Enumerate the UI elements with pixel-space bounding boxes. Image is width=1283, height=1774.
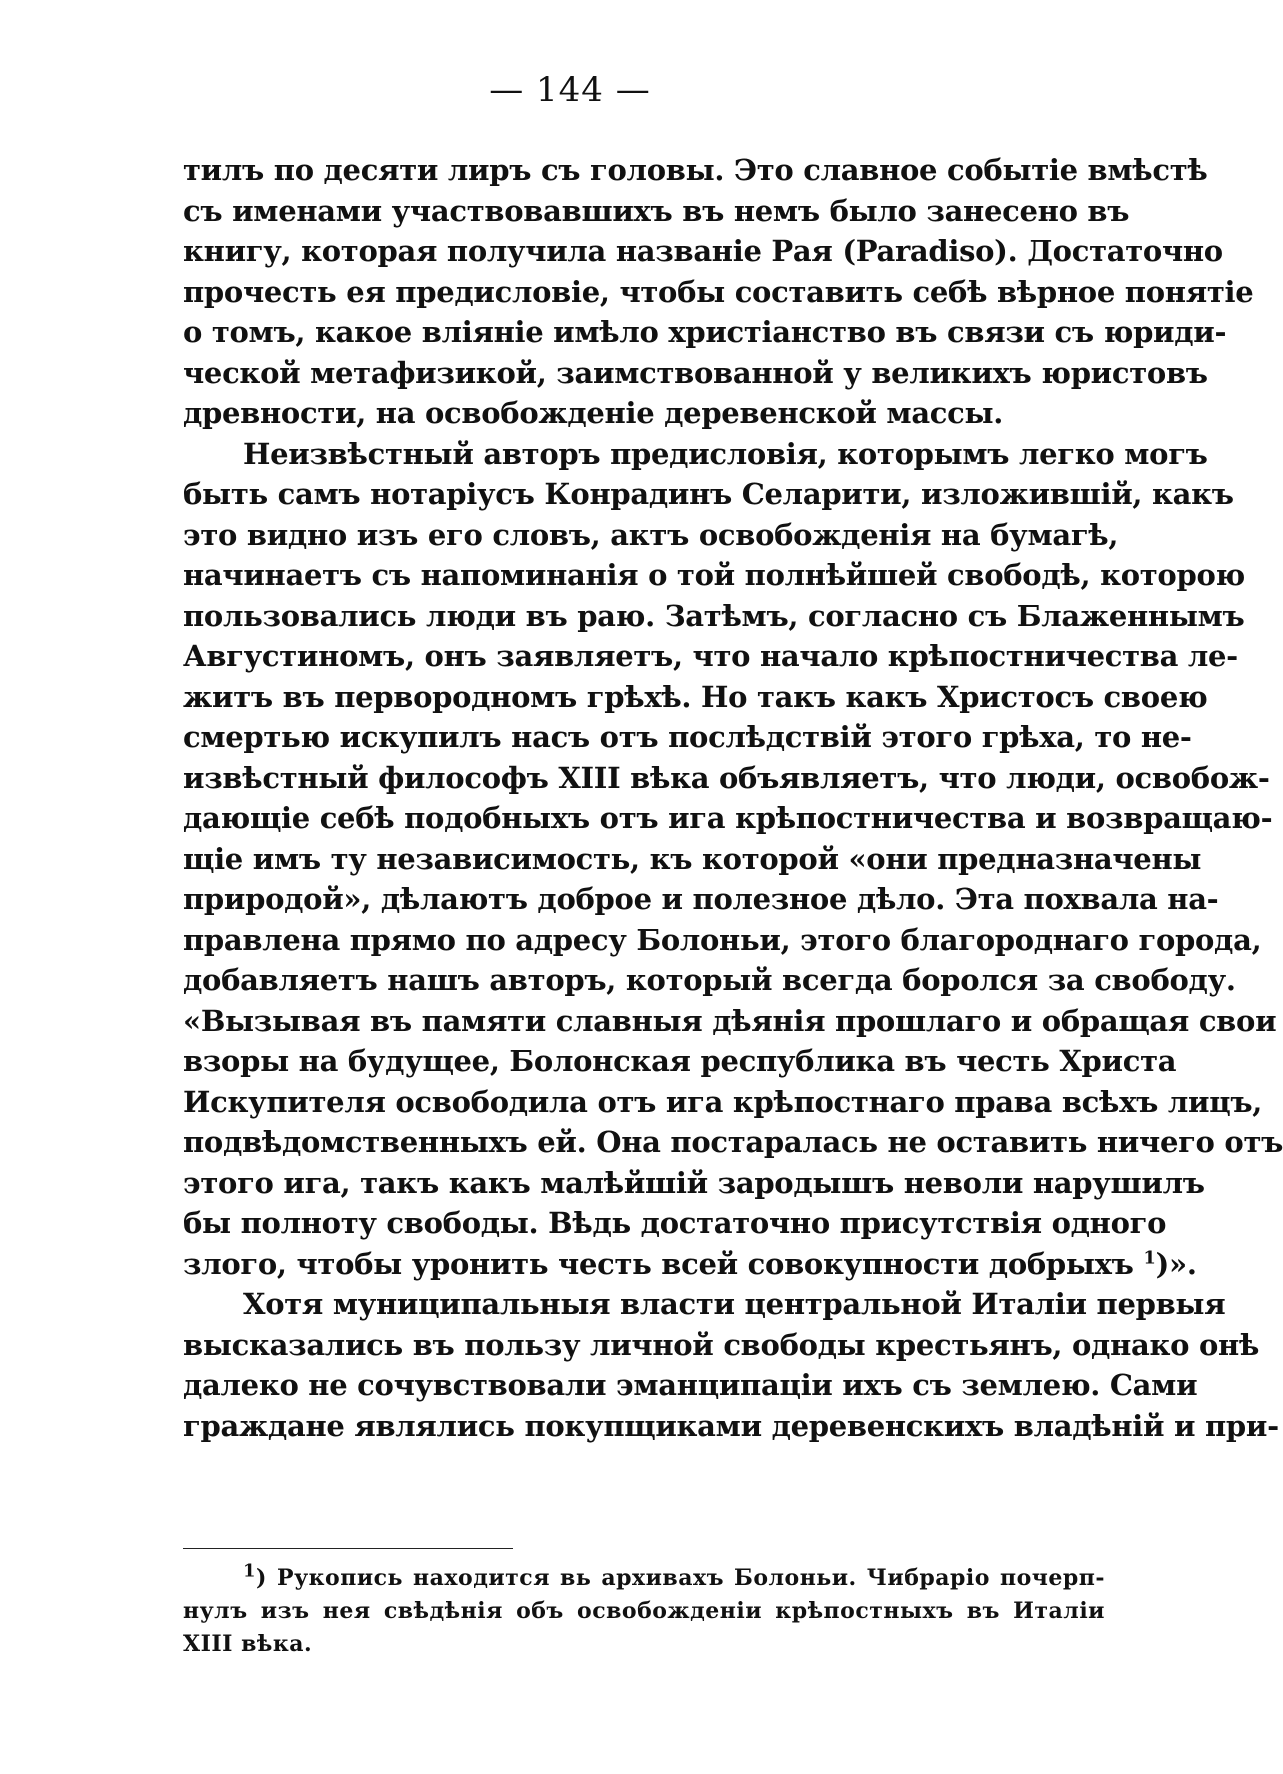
text-line: прочесть ея предисловіе, чтобы составить себѣ вѣрное понятіе (183, 274, 1254, 309)
page-number: — 144 — (489, 70, 651, 110)
text-line: книгу, которая получила названіе Рая (Paradiso). Достаточно (183, 234, 1223, 268)
text-line: житъ въ первородномъ грѣхѣ. Но такъ какъ Христосъ своею (183, 679, 1208, 714)
text-line: этого ига, такъ какъ малѣйшій зародышъ неволи нарушилъ (183, 1165, 1205, 1200)
text-line: Августиномъ, онъ заявляетъ, что начало крѣпостничества ле- (183, 639, 1238, 673)
text-line: о томъ, какое вліяніе имѣло христіанство въ связи съ юриди- (183, 315, 1227, 349)
text-line: смертью искупилъ насъ отъ послѣдствій этого грѣха, то не- (183, 720, 1192, 754)
footnotes (183, 1562, 1105, 1661)
text-line: ческой метафизикой, заимствованной у великихъ юристовъ (183, 355, 1208, 390)
text-line: «Вызывая въ памяти славныя дѣянія прошлаго и обращая свои (183, 1003, 1277, 1038)
footnote-text: ) Рукопись находится вь архивахъ Болоньи. Чибраріо почерп- (256, 1565, 1105, 1591)
footnote-line: нулъ изъ нея свѣдѣнія объ освобожденіи крѣпостныхъ въ Италіи (183, 1598, 1105, 1624)
text-line: Неизвѣстный авторъ предисловія, которымъ легко могъ (243, 436, 1208, 471)
text-line-tail: )». (1155, 1246, 1197, 1281)
text-line: Хотя муниципальныя власти центральной Италіи первыя (243, 1287, 1226, 1321)
text-line: это видно изъ его словъ, актъ освобожденія на бумагѣ, (183, 517, 1119, 552)
body-text (183, 150, 1283, 1446)
text-line: природой», дѣлаютъ доброе и полезное дѣло. Эта похвала на- (183, 882, 1219, 916)
text-line-main: злого, чтобы уронить честь всей совокупности добрыхъ (183, 1246, 1134, 1281)
text-line: правлена прямо по адресу Болоньи, этого благороднаго города, (183, 922, 1262, 957)
text-line: Искупителя освободила отъ ига крѣпостнаго права всѣхъ лицъ, (183, 1084, 1263, 1119)
text-line: древности, на освобожденіе деревенской массы. (183, 396, 1004, 430)
text-line: быть самъ нотаріусъ Конрадинъ Селарити, изложившій, какъ (183, 477, 1234, 511)
text-line: съ именами участвовавшихъ въ немъ было занесено въ (183, 193, 1130, 228)
footnote-line: XIII вѣка. (183, 1631, 313, 1657)
footnote-marker: 1 (243, 1560, 257, 1582)
text-line: взоры на будущее, Болонская республика въ честь Христа (183, 1044, 1177, 1078)
text-line: граждане являлись покупщиками деревенскихъ владѣній и при- (183, 1408, 1279, 1443)
text-line-with-footnote (183, 1244, 1197, 1285)
text-line: бы полноту свободы. Вѣдь достаточно присутствія одного (183, 1206, 1167, 1240)
footnote-reference: 1 (1143, 1246, 1156, 1268)
text-line: щіе имъ ту независимость, къ которой «они предназначены (183, 841, 1202, 876)
text-line: извѣстный философъ XIII вѣка объявляетъ, что люди, освобож- (183, 760, 1270, 795)
text-line: подвѣдомственныхъ ей. Она постаралась не оставить ничего отъ (183, 1125, 1283, 1159)
text-line: далеко не сочувствовали эманципаціи ихъ съ землею. Сами (183, 1368, 1198, 1402)
footnote-line (183, 1562, 1105, 1595)
text-line: высказались въ пользу личной свободы крестьянъ, однако онѣ (183, 1327, 1260, 1362)
text-line: дающіе себѣ подобныхъ отъ ига крѣпостничества и возвращаю- (183, 801, 1273, 835)
text-line: пользовались люди въ раю. Затѣмъ, согласно съ Блаженнымъ (183, 598, 1245, 633)
text-line: добавляетъ нашъ авторъ, который всегда боролся за свободу. (183, 963, 1236, 997)
footnote-divider (183, 1548, 513, 1549)
text-line: начинаетъ съ напоминанія о той полнѣйшей свободѣ, которою (183, 558, 1245, 592)
text-line: тилъ по десяти лиръ съ головы. Это славное событіе вмѣстѣ (183, 153, 1208, 187)
